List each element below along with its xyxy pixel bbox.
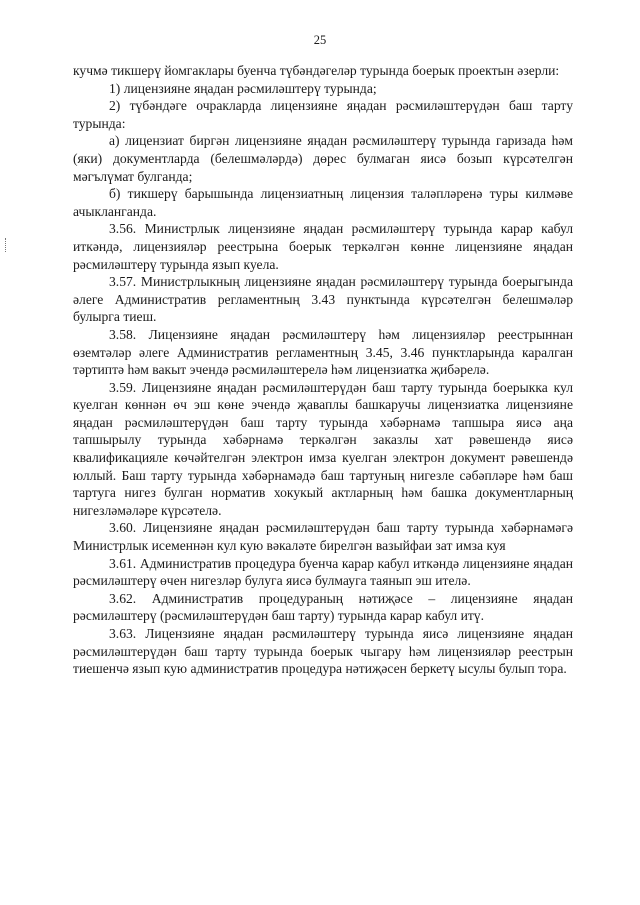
paragraph-3-62: 3.62. Административ процедураның нәтиҗәсе – лицензияне яңадан рәсмиләштерү (рәсмиләштерүдән баш тарту) турында карар кабул итү. <box>73 590 573 624</box>
paragraph-item-b: б) тикшерү барышында лицензиатның лицензия таләпләренә туры килмәве ачыкланганда. <box>73 186 573 219</box>
page-number: 25 <box>313 33 327 47</box>
paragraph-3-59: 3.59. Лицензияне яңадан рәсмиләштерүдән баш тарту турында боерыкка кул куелган көннән өч эш көне эчендә җаваплы башкаручы лицензиатка лицензияне яңадан рәсмиләштерүдән баш тарту турында хәбәрнамә тапшыра яисә аңа тапшырылу турында хәбәрнамә теркәлгән заказлы хат рәвешендә яисә квалификацияле көчәйтелгән электрон имза куелган электрон документ рәвешендә юллый. Баш тарту турында хәбәрнамәдә баш тартуның нигезле сәбәпләре һәм баш тартуга нигез булган норматив хокукый актларның һәм башка документларның нигезләмәләре күрсәтелә. <box>73 379 573 518</box>
paragraph-3-63: 3.63. Лицензияне яңадан рәсмиләштерү турында яисә лицензияне яңадан рәсмиләштерүдән баш тарту турында боерык чыгару һәм лицензияләр реестрын тиешенчә язып кую административ процедура нәтиҗәсен беркетү ысулы булып тора. <box>73 626 573 677</box>
paragraph-intro: кучмә тикшерү йомгаклары буенча түбәндәгеләр турында боерык проектын әзерли: <box>73 63 560 78</box>
margin-mark <box>5 238 7 252</box>
paragraph-3-58: 3.58. Лицензияне яңадан рәсмиләштерү һәм лицензияләр реестрыннан өземтәләр әлеге Административ регламентның 3.45, 3.46 пунктларында каралган тәртиптә һәм вакыт эчендә рәсмиләштерелә һәм лицензиатка җибәрелә. <box>73 326 573 378</box>
paragraph-3-61: 3.61. Административ процедура буенча карар кабул иткәндә лицензияне яңадан рәсмиләштерү өчен нигезләр булуга яисә булмауга таянып эш ителә. <box>73 555 573 589</box>
body-text <box>73 62 573 678</box>
paragraph-3-57: 3.57. Министрлыкның лицензияне яңадан рәсмиләштерү турында боерыгында әлеге Административ регламентның 3.43 пунктында күрсәтелгән белешмәләр булырга тиеш. <box>73 274 573 325</box>
paragraph-item-2: 2) түбәндәге очракларда лицензияне яңадан рәсмиләштерүдән баш тарту турында: <box>73 98 573 131</box>
paragraph-item-a: а) лицензиат биргән лицензияне яңадан рәсмиләштерү турында гаризада һәм (яки) документларда (белешмәләрдә) дөрес булмаган яисә бозып күрсәтелгән мәгълүмат булганда; <box>73 133 573 184</box>
paragraph-item-1: 1) лицензияне яңадан рәсмиләштерү турында; <box>109 80 377 96</box>
paragraph-3-56: 3.56. Министрлык лицензияне яңадан рәсмиләштерү турында карар кабул иткәндә, лицензияләр реестрына боерык теркәлгән көнне лицензияне яңадан рәсмиләштерү турында язып куела. <box>73 221 573 272</box>
paragraph-3-60: 3.60. Лицензияне яңадан рәсмиләштерүдән баш тарту турында хәбәрнамәгә Министрлык исеменнән кул кую вәкаләте бирелгән вазыйфаи зат имза куя <box>73 520 573 554</box>
